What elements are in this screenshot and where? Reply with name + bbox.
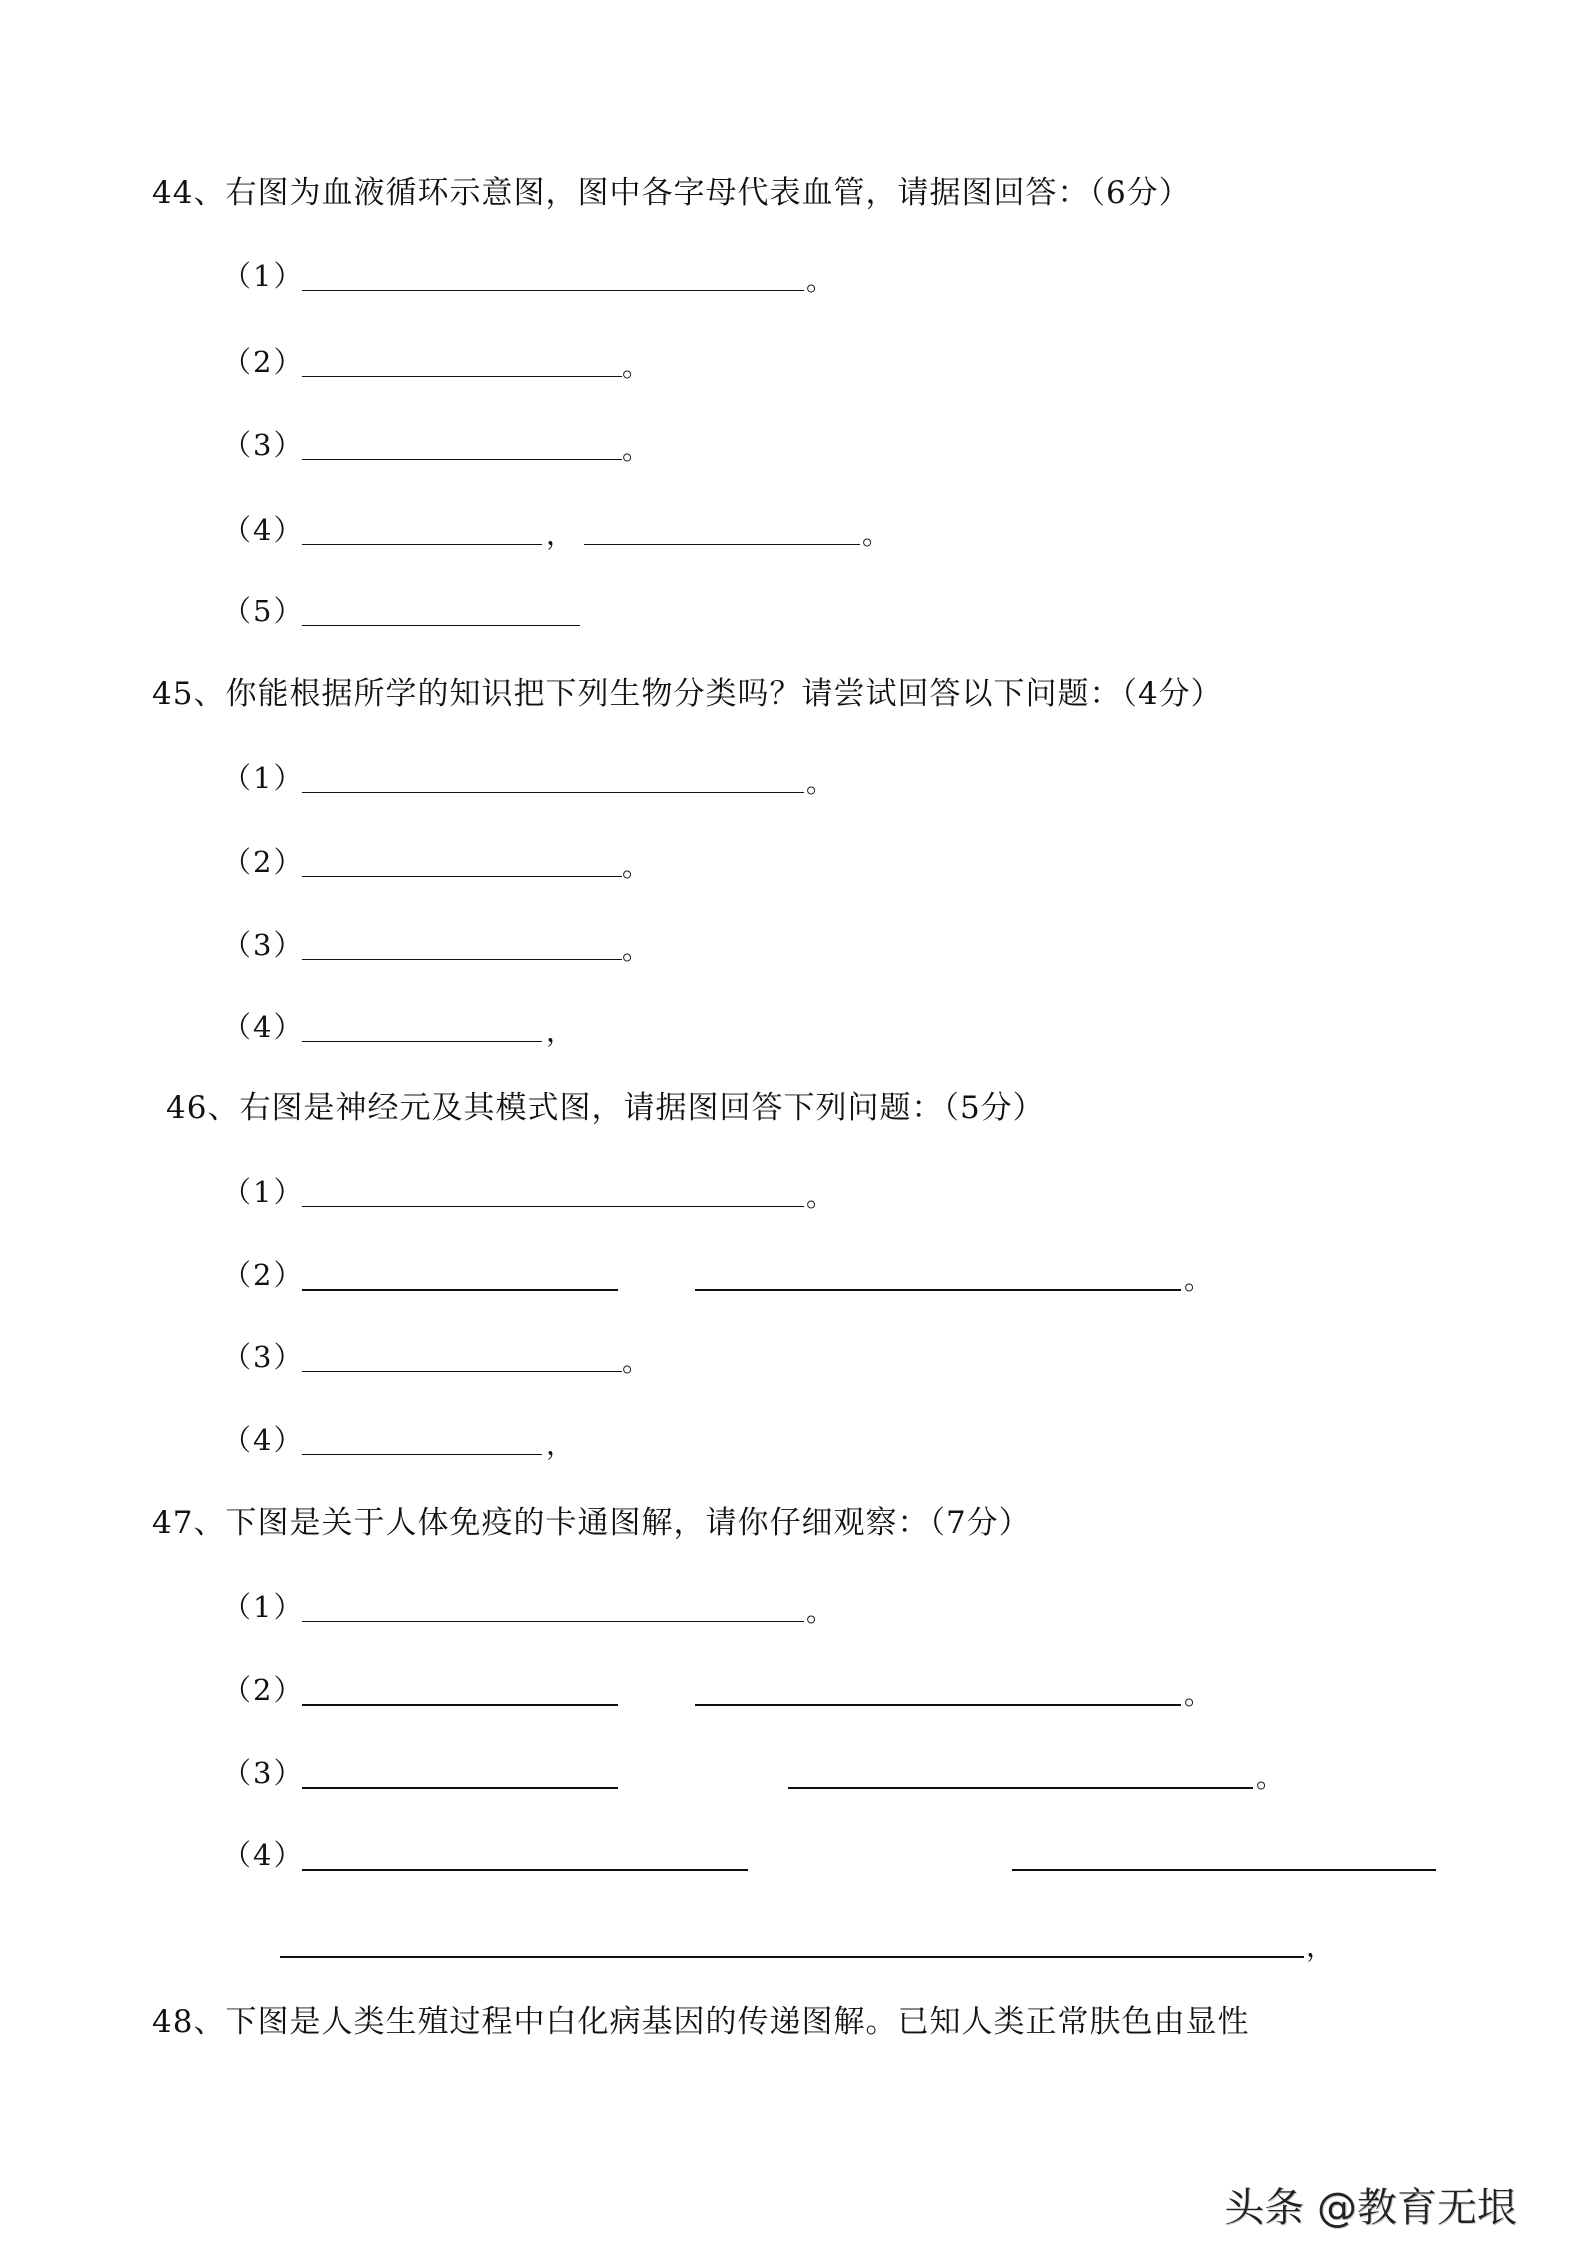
item-label: （3） <box>222 1340 305 1374</box>
period: 。 <box>806 766 835 799</box>
period: 。 <box>862 518 891 551</box>
q45-answer-2-blank[interactable] <box>302 876 622 877</box>
period: 。 <box>1184 1678 1213 1711</box>
q47-item-4 <box>222 1835 305 1875</box>
period: 。 <box>1184 1263 1213 1296</box>
watermark: 头条 @教育无垠 <box>1224 2185 1517 2231</box>
period: 。 <box>622 933 651 966</box>
q44-item-3 <box>222 425 305 465</box>
question-47-title: 47、下图是关于人体免疫的卡通图解，请你仔细观察：（7分） <box>152 1505 1031 1541</box>
q47-item-1 <box>222 1587 305 1627</box>
q45-answer-1-blank[interactable] <box>302 792 804 793</box>
item-label: （4） <box>222 1010 305 1044</box>
question-48-title: 48、下图是人类生殖过程中白化病基因的传递图解。已知人类正常肤色由显性 <box>152 2004 1250 2040</box>
q47-answer-4b-blank[interactable] <box>1012 1869 1436 1871</box>
q45-answer-4-blank[interactable] <box>302 1041 542 1042</box>
q46-answer-2b-blank[interactable] <box>695 1289 1181 1291</box>
q46-item-3 <box>222 1337 305 1377</box>
period: 。 <box>806 264 835 297</box>
q45-item-4 <box>222 1007 305 1047</box>
comma: ， <box>546 1015 575 1048</box>
period: 。 <box>1256 1761 1285 1794</box>
period: 。 <box>806 1595 835 1628</box>
item-label: （5） <box>222 594 305 628</box>
q47-answer-4a-blank[interactable] <box>302 1869 748 1871</box>
q46-item-1 <box>222 1172 305 1212</box>
comma: ， <box>546 1428 575 1461</box>
item-label: （4） <box>222 1838 305 1872</box>
comma: ， <box>1306 1930 1335 1963</box>
question-45-title: 45、你能根据所学的知识把下列生物分类吗？请尝试回答以下问题：（4分） <box>152 676 1223 712</box>
q47-item-3 <box>222 1753 305 1793</box>
q44-item-2 <box>222 342 305 382</box>
q44-answer-4a-blank[interactable] <box>302 544 542 545</box>
q47-item-2 <box>222 1670 305 1710</box>
q44-item-1 <box>222 256 305 296</box>
q46-answer-4-blank[interactable] <box>302 1454 542 1455</box>
q44-answer-3-blank[interactable] <box>302 459 622 460</box>
item-label: （4） <box>222 513 305 547</box>
q44-answer-4b-blank[interactable] <box>584 544 860 545</box>
q46-item-2 <box>222 1255 305 1295</box>
question-44-title: 44、右图为血液循环示意图，图中各字母代表血管，请据图回答：（6分） <box>152 175 1191 211</box>
item-label: （1） <box>222 761 305 795</box>
q47-answer-3b-blank[interactable] <box>788 1787 1253 1789</box>
item-label: （2） <box>222 345 305 379</box>
q44-item-5 <box>222 591 305 631</box>
q45-item-3 <box>222 925 305 965</box>
q46-answer-1-blank[interactable] <box>302 1206 804 1207</box>
item-label: （2） <box>222 1673 305 1707</box>
q46-answer-2a-blank[interactable] <box>302 1289 618 1291</box>
period: 。 <box>622 850 651 883</box>
q46-answer-3-blank[interactable] <box>302 1371 622 1372</box>
q44-answer-1-blank[interactable] <box>302 290 804 291</box>
q45-answer-3-blank[interactable] <box>302 959 622 960</box>
item-label: （3） <box>222 928 305 962</box>
q45-item-2 <box>222 842 305 882</box>
q47-answer-1-blank[interactable] <box>302 1621 804 1622</box>
item-label: （4） <box>222 1423 305 1457</box>
item-label: （3） <box>222 428 305 462</box>
period: 。 <box>806 1180 835 1213</box>
q47-answer-4c-blank[interactable] <box>280 1956 1304 1958</box>
comma: ， <box>546 518 575 551</box>
item-label: （2） <box>222 845 305 879</box>
q44-answer-2-blank[interactable] <box>302 376 622 377</box>
item-label: （1） <box>222 1590 305 1624</box>
item-label: （1） <box>222 259 305 293</box>
item-label: （1） <box>222 1175 305 1209</box>
period: 。 <box>622 350 651 383</box>
item-label: （2） <box>222 1258 305 1292</box>
item-label: （3） <box>222 1756 305 1790</box>
period: 。 <box>622 1345 651 1378</box>
period: 。 <box>622 433 651 466</box>
q47-answer-2b-blank[interactable] <box>695 1704 1181 1706</box>
question-46-title: 46、右图是神经元及其模式图，请据图回答下列问题：（5分） <box>166 1090 1045 1126</box>
q47-answer-2a-blank[interactable] <box>302 1704 618 1706</box>
q47-answer-3a-blank[interactable] <box>302 1787 618 1789</box>
q44-answer-5-blank[interactable] <box>302 625 580 626</box>
q44-item-4 <box>222 510 305 550</box>
q46-item-4 <box>222 1420 305 1460</box>
q45-item-1 <box>222 758 305 798</box>
